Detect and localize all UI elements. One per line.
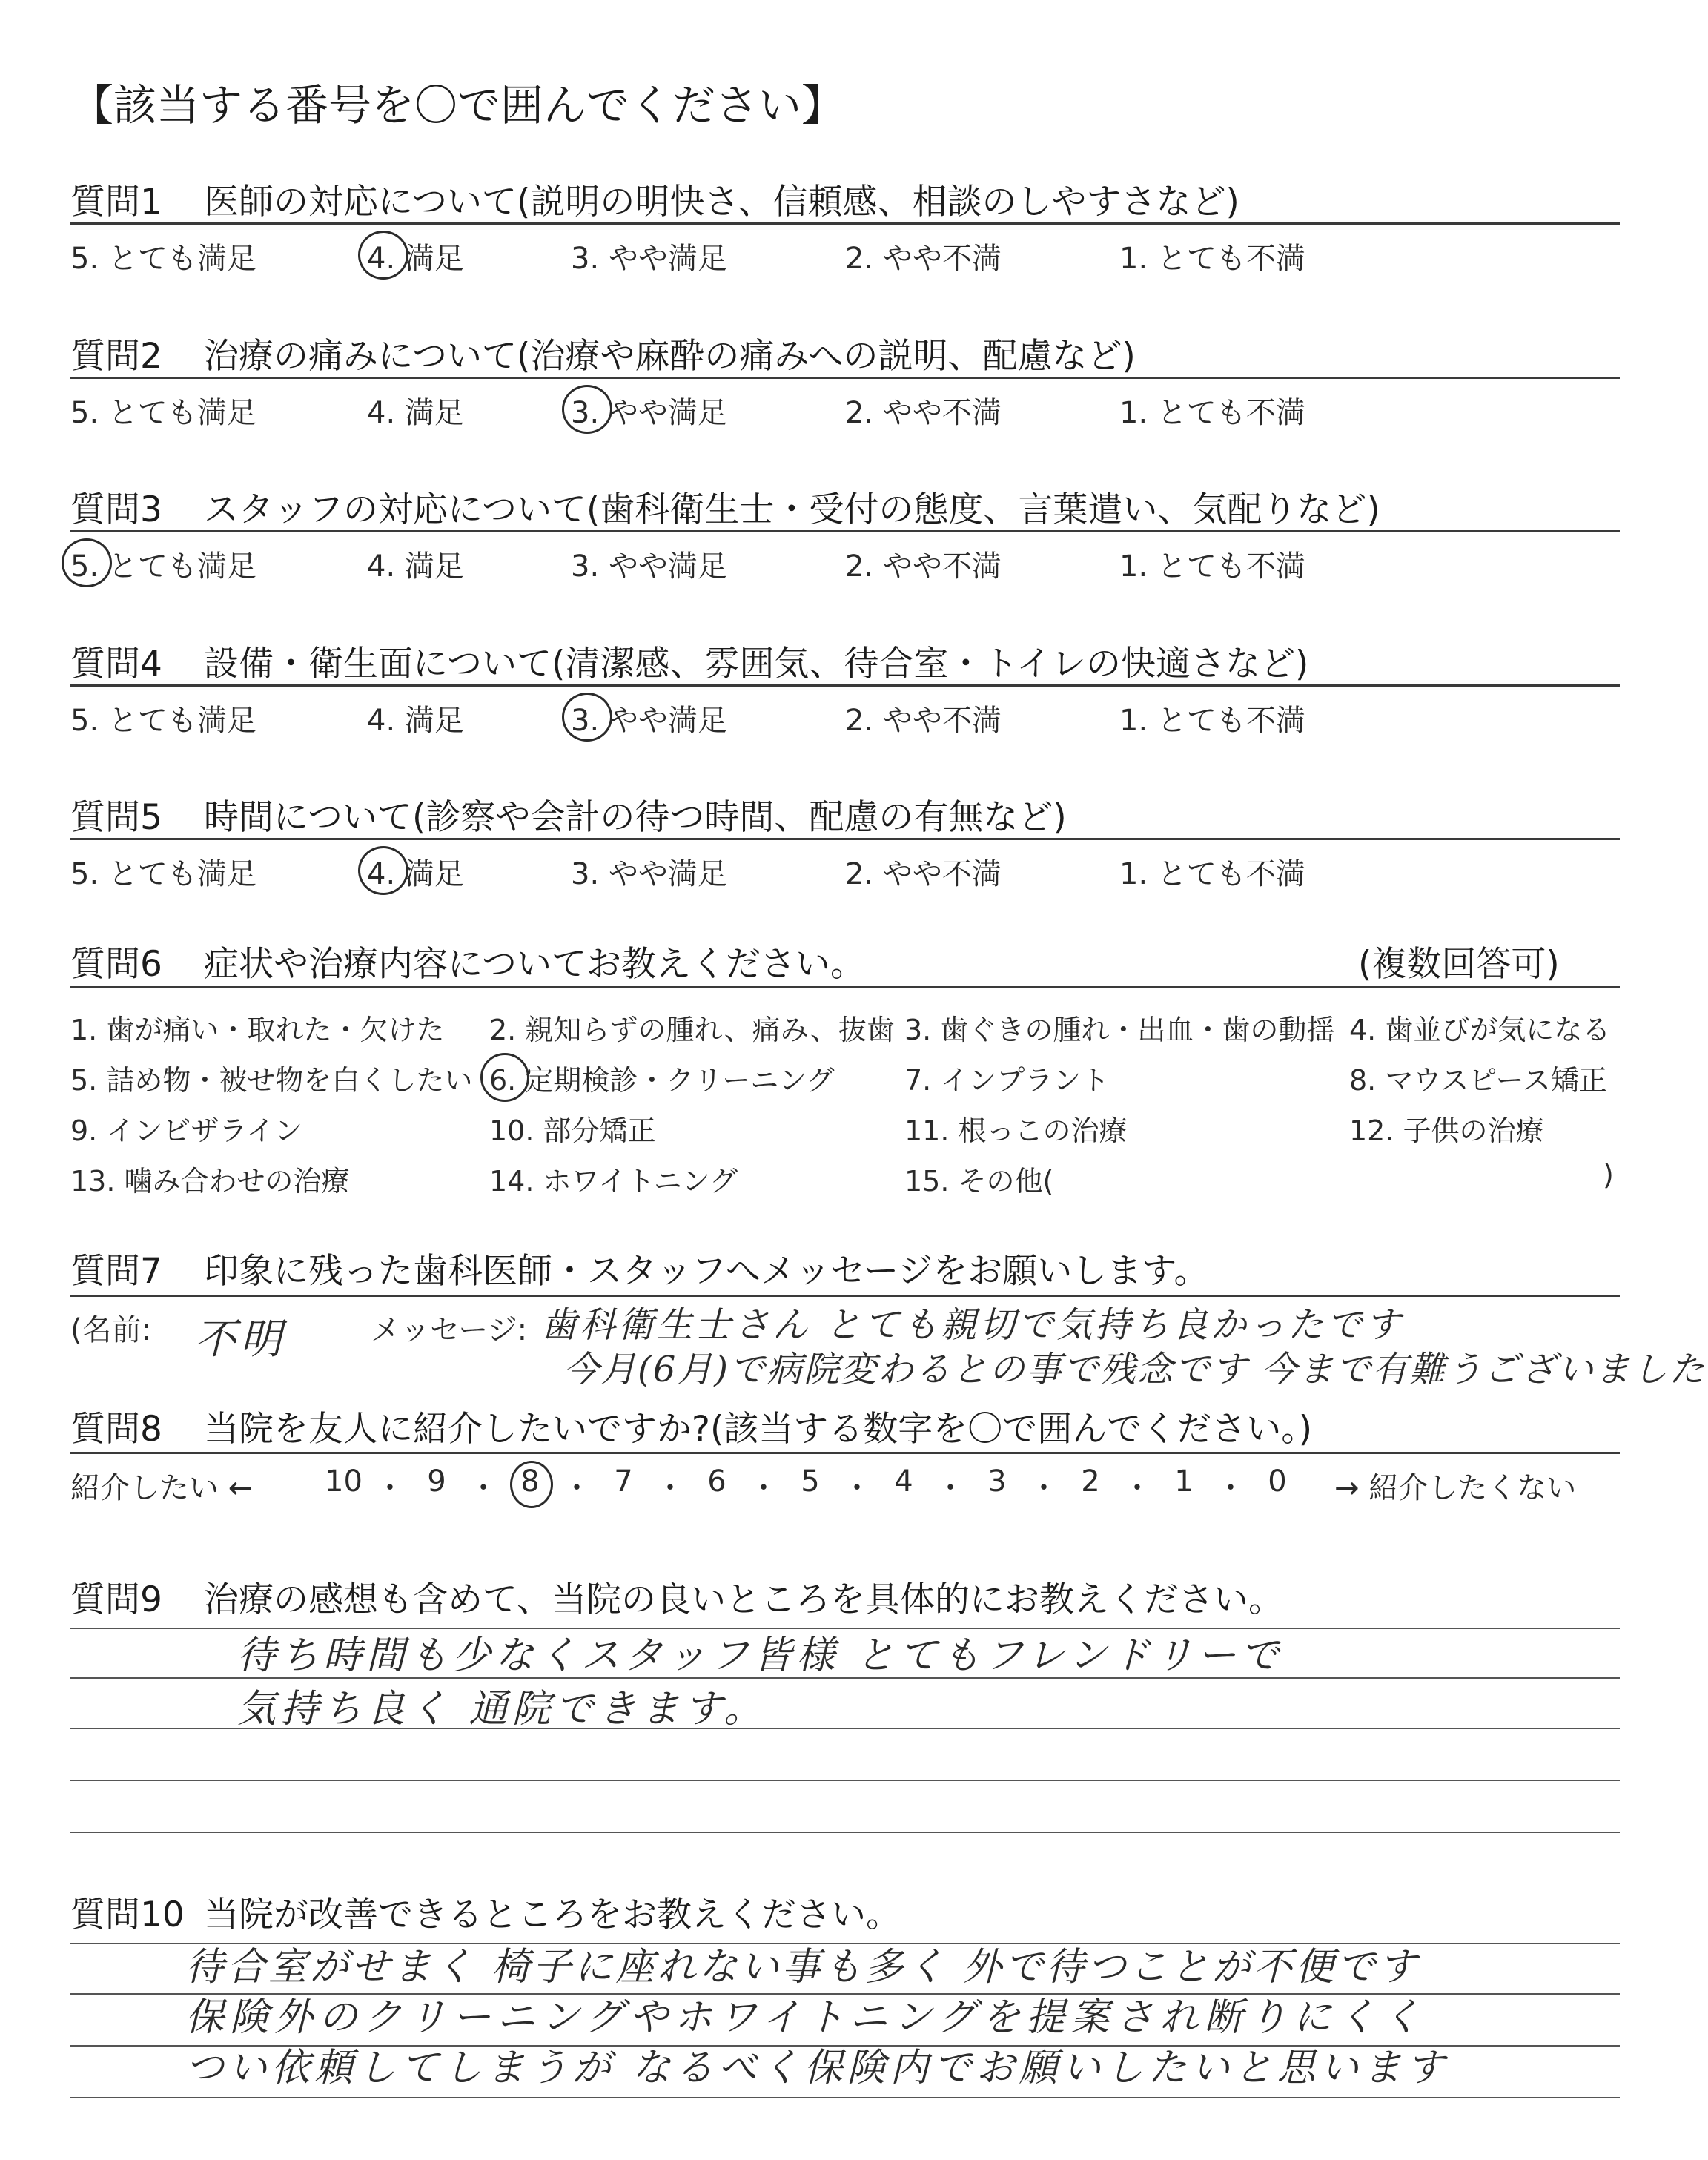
q5-option[interactable]: 5. とても満足	[70, 857, 256, 891]
q3-rule	[70, 530, 1620, 532]
q7-message-line-1: 歯科衛生士さん とても親切で気持ち良かったです	[541, 1304, 1404, 1346]
q8-separator: ・	[469, 1471, 498, 1505]
q6-text: 症状や治療内容についてお教えください。	[204, 944, 866, 985]
q2-rule	[70, 377, 1620, 379]
q9-label: 質問9	[70, 1579, 162, 1620]
q6-option: )	[1603, 1158, 1614, 1191]
q8-scale-number[interactable]: 0	[1268, 1464, 1287, 1499]
q7-name-label: (名前:	[70, 1313, 152, 1347]
q8-scale-number[interactable]: 6	[707, 1464, 726, 1499]
q8-scale-number[interactable]: 9	[427, 1464, 446, 1499]
q8-right-label: → 紹介したくない	[1334, 1471, 1577, 1505]
q8-separator: ・	[1216, 1471, 1245, 1505]
q6-option[interactable]: 2. 親知らずの腫れ、痛み、抜歯	[489, 1014, 895, 1046]
q5-rule	[70, 838, 1620, 840]
q1-option[interactable]: 1. とても不満	[1119, 242, 1305, 276]
q2-option[interactable]: 2. やや不満	[845, 396, 1002, 430]
q2-label: 質問2	[70, 336, 162, 377]
q3-label: 質問3	[70, 489, 162, 530]
q6-option[interactable]: 3. 歯ぐきの腫れ・出血・歯の動揺	[904, 1014, 1335, 1046]
q10-text: 当院が改善できるところをお教えください。	[204, 1895, 901, 1935]
q6-option[interactable]: 8. マウスピース矯正	[1349, 1064, 1607, 1097]
q1-option[interactable]: 2. やや不満	[845, 242, 1002, 276]
q10-answer-line	[70, 2097, 1620, 2098]
q8-separator: ・	[1122, 1471, 1152, 1505]
q5-option[interactable]: 4. 満足	[367, 857, 464, 891]
q7-message-label: メッセージ:	[371, 1313, 528, 1347]
q10-label: 質問10	[70, 1895, 185, 1935]
q8-scale-number[interactable]: 8	[520, 1464, 540, 1499]
q8-separator: ・	[842, 1471, 872, 1505]
q6-option[interactable]: 1. 歯が痛い・取れた・欠けた	[70, 1014, 445, 1046]
q8-scale-number[interactable]: 3	[987, 1464, 1007, 1499]
q9-answer-line	[70, 1780, 1620, 1781]
q6-option[interactable]: 14. ホワイトニング	[489, 1165, 738, 1198]
q10-answer-line-1: 待合室がせまく 椅子に座れない事も多く 外で待つことが不便です	[185, 1945, 1420, 1989]
q8-separator: ・	[655, 1471, 685, 1505]
q5-option[interactable]: 3. やや満足	[571, 857, 727, 891]
q8-separator: ・	[375, 1471, 405, 1505]
q8-scale-number[interactable]: 1	[1174, 1464, 1194, 1499]
q8-scale-number[interactable]: 5	[801, 1464, 820, 1499]
q8-scale-number[interactable]: 2	[1081, 1464, 1100, 1499]
page-title: 【該当する番号を〇で囲んでください】	[70, 80, 845, 131]
q7-name-value: 不明	[194, 1315, 286, 1364]
q8-separator: ・	[1029, 1471, 1059, 1505]
q5-option[interactable]: 1. とても不満	[1119, 857, 1305, 891]
q8-text: 当院を友人に紹介したいですか?(該当する数字を〇で囲んでください。)	[204, 1409, 1313, 1450]
q2-option[interactable]: 4. 満足	[367, 396, 464, 430]
q9-answer-line-2: 気持ち良く 通院できます。	[237, 1687, 767, 1731]
q1-text: 医師の対応について(説明の明快さ、信頼感、相談のしやすさなど)	[204, 182, 1239, 222]
q6-option[interactable]: 9. インビザライン	[70, 1114, 303, 1147]
q1-option[interactable]: 4. 満足	[367, 242, 464, 276]
q5-label: 質問5	[70, 797, 162, 838]
q6-option[interactable]: 15. その他(	[904, 1165, 1054, 1198]
q1-rule	[70, 222, 1620, 225]
q3-option[interactable]: 5. とても満足	[70, 549, 256, 584]
q5-text: 時間について(診察や会計の待つ時間、配慮の有無など)	[204, 797, 1067, 838]
q2-option[interactable]: 1. とても不満	[1119, 396, 1305, 430]
q8-rule	[70, 1452, 1620, 1454]
q4-option[interactable]: 3. やや満足	[571, 704, 727, 738]
q8-separator: ・	[749, 1471, 778, 1505]
q4-option[interactable]: 5. とても満足	[70, 704, 256, 738]
q10-answer-line-2: 保険外のクリーニングやホワイトニングを提案され断りにくく	[185, 1995, 1427, 2040]
q3-option[interactable]: 4. 満足	[367, 549, 464, 584]
q2-option[interactable]: 5. とても満足	[70, 396, 256, 430]
q6-option[interactable]: 6. 定期検診・クリーニング	[489, 1064, 835, 1097]
q1-option[interactable]: 5. とても満足	[70, 242, 256, 276]
q7-label: 質問7	[70, 1251, 162, 1292]
q8-label: 質問8	[70, 1409, 162, 1450]
q8-separator: ・	[562, 1471, 592, 1505]
q9-text: 治療の感想も含めて、当院の良いところを具体的にお教えください。	[204, 1579, 1284, 1620]
q10-answer-line-3: つい依頼してしまうが なるべく保険内でお願いしたいと思います	[185, 2046, 1449, 2090]
q6-note: (複数回答可)	[1358, 944, 1560, 985]
q6-option[interactable]: 7. インプラント	[904, 1064, 1110, 1097]
q8-scale-number[interactable]: 7	[614, 1464, 633, 1499]
q3-option[interactable]: 3. やや満足	[571, 549, 727, 584]
q4-label: 質問4	[70, 644, 162, 684]
q2-option[interactable]: 3. やや満足	[571, 396, 727, 430]
q7-message-line-2: 今月(6月)で病院変わるとの事で残念です 今まで有難うございました	[563, 1349, 1707, 1390]
q1-label: 質問1	[70, 182, 162, 222]
q6-option[interactable]: 11. 根っこの治療	[904, 1114, 1128, 1147]
q8-separator: ・	[936, 1471, 965, 1505]
q6-option[interactable]: 12. 子供の治療	[1349, 1114, 1544, 1147]
q1-option[interactable]: 3. やや満足	[571, 242, 727, 276]
q4-option[interactable]: 4. 満足	[367, 704, 464, 738]
q4-text: 設備・衛生面について(清潔感、雰囲気、待合室・トイレの快適さなど)	[204, 644, 1309, 684]
q9-answer-line-1: 待ち時間も少なくスタッフ皆様 とてもフレンドリーで	[237, 1634, 1284, 1678]
q4-option[interactable]: 2. やや不満	[845, 704, 1002, 738]
q8-scale-number[interactable]: 10	[325, 1464, 363, 1499]
q5-option[interactable]: 2. やや不満	[845, 857, 1002, 891]
q3-text: スタッフの対応について(歯科衛生士・受付の態度、言葉遣い、気配りなど)	[204, 489, 1380, 530]
q6-option[interactable]: 4. 歯並びが気になる	[1349, 1014, 1611, 1046]
q8-scale-number[interactable]: 4	[894, 1464, 913, 1499]
q4-rule	[70, 684, 1620, 687]
q9-answer-line	[70, 1832, 1620, 1833]
q6-label: 質問6	[70, 944, 162, 985]
q6-option[interactable]: 13. 噛み合わせの治療	[70, 1165, 350, 1198]
q8-left-label: 紹介したい ←	[70, 1471, 254, 1505]
q6-option[interactable]: 10. 部分矯正	[489, 1114, 656, 1147]
q6-option[interactable]: 5. 詰め物・被せ物を白くしたい	[70, 1064, 473, 1097]
q2-text: 治療の痛みについて(治療や麻酔の痛みへの説明、配慮など)	[204, 336, 1136, 377]
q7-text: 印象に残った歯科医師・スタッフへメッセージをお願いします。	[204, 1251, 1209, 1292]
q3-option[interactable]: 2. やや不満	[845, 549, 1002, 584]
q4-option[interactable]: 1. とても不満	[1119, 704, 1305, 738]
q3-option[interactable]: 1. とても不満	[1119, 549, 1305, 584]
q6-rule	[70, 986, 1620, 988]
